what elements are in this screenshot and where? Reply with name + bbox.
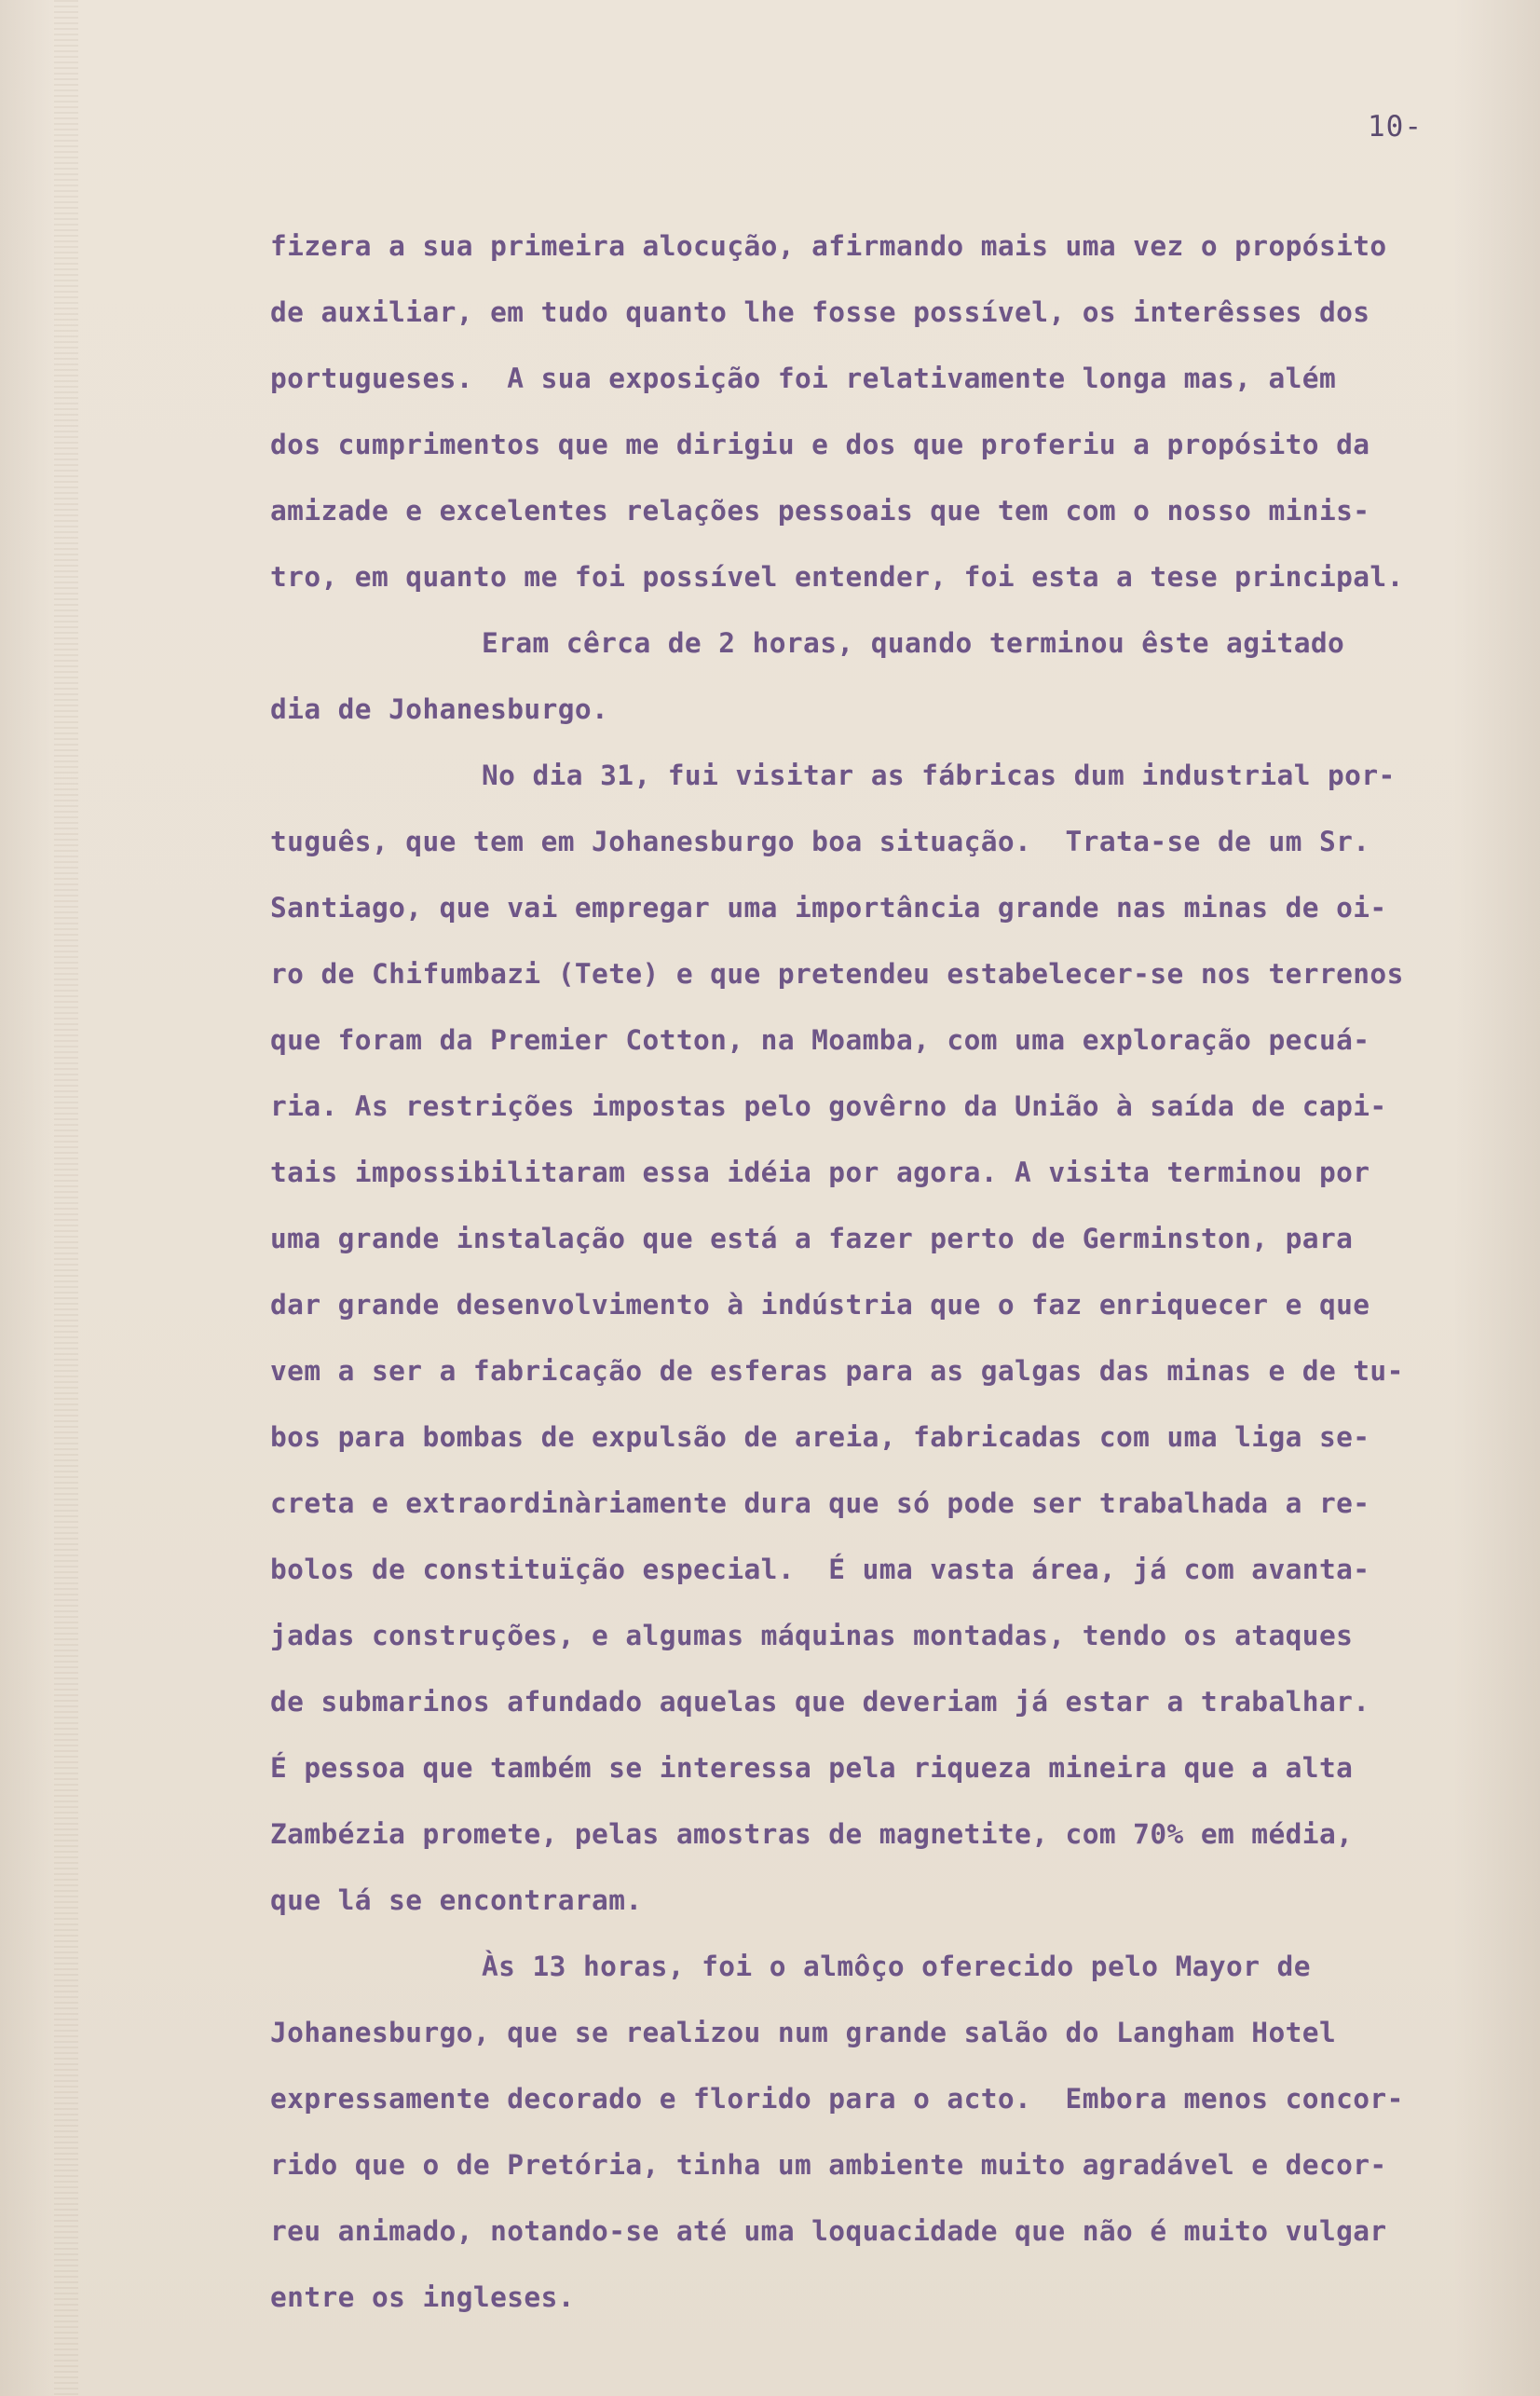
text-line: tais impossibilitaram essa idéia por agora. A visita terminou por <box>270 1157 1370 1188</box>
text-line: que foram da Premier Cotton, na Moamba, com uma exploração pecuá- <box>270 1024 1370 1056</box>
text-line: Às 13 horas, foi o almôço oferecido pelo Mayor de <box>482 1951 1311 1982</box>
text-line: Johanesburgo, que se realizou num grande salão do Langham Hotel <box>270 2017 1337 2048</box>
text-line: ria. As restrições impostas pelo govêrno da União à saída de capi- <box>270 1090 1387 1122</box>
text-line: entre os ingleses. <box>270 2281 575 2313</box>
text-line: tro, em quanto me foi possível entender, foi esta a tese principal. <box>270 561 1404 593</box>
text-line: dia de Johanesburgo. <box>270 693 609 725</box>
text-line: de submarinos afundado aquelas que deveriam já estar a trabalhar. <box>270 1686 1370 1718</box>
binding-edge <box>54 0 78 2396</box>
text-line: expressamente decorado e florido para o acto. Embora menos concor- <box>270 2083 1404 2115</box>
text-line: vem a ser a fabricação de esferas para as galgas das minas e de tu- <box>270 1355 1404 1387</box>
text-line: Zambézia promete, pelas amostras de magnetite, com 70% em média, <box>270 1818 1354 1850</box>
text-line: No dia 31, fui visitar as fábricas dum industrial por- <box>482 760 1396 791</box>
text-line: dos cumprimentos que me dirigiu e dos que proferiu a propósito da <box>270 429 1370 460</box>
text-line: uma grande instalação que está a fazer perto de Germinston, para <box>270 1223 1354 1254</box>
text-line: portugueses. A sua exposição foi relativamente longa mas, além <box>270 363 1337 394</box>
text-line: jadas construções, e algumas máquinas montadas, tendo os ataques <box>270 1620 1354 1651</box>
text-line: ro de Chifumbazi (Tete) e que pretendeu estabelecer-se nos terrenos <box>270 958 1404 990</box>
text-line: fizera a sua primeira alocução, afirmando mais uma vez o propósito <box>270 230 1387 262</box>
text-line: amizade e excelentes relações pessoais que tem com o nosso minis- <box>270 495 1370 527</box>
page-number: 10- <box>1368 110 1423 144</box>
text-line: que lá se encontraram. <box>270 1884 643 1916</box>
text-line: reu animado, notando-se até uma loquacidade que não é muito vulgar <box>270 2215 1387 2247</box>
text-line: tuguês, que tem em Johanesburgo boa situação. Trata-se de um Sr. <box>270 826 1370 857</box>
text-line: creta e extraordinàriamente dura que só pode ser trabalhada a re- <box>270 1487 1370 1519</box>
text-line: bos para bombas de expulsão de areia, fabricadas com uma liga se- <box>270 1421 1370 1453</box>
text-line: dar grande desenvolvimento à indústria que o faz enriquecer e que <box>270 1289 1370 1321</box>
text-line: Santiago, que vai empregar uma importância grande nas minas de oi- <box>270 892 1387 924</box>
text-line: Eram cêrca de 2 horas, quando terminou êste agitado <box>482 627 1345 659</box>
text-line: É pessoa que também se interessa pela riqueza mineira que a alta <box>270 1752 1354 1784</box>
text-line: bolos de constituïção especial. É uma vasta área, já com avanta- <box>270 1554 1370 1585</box>
text-line: rido que o de Pretória, tinha um ambiente muito agradável e decor- <box>270 2149 1387 2181</box>
text-line: de auxiliar, em tudo quanto lhe fosse possível, os interêsses dos <box>270 296 1370 328</box>
